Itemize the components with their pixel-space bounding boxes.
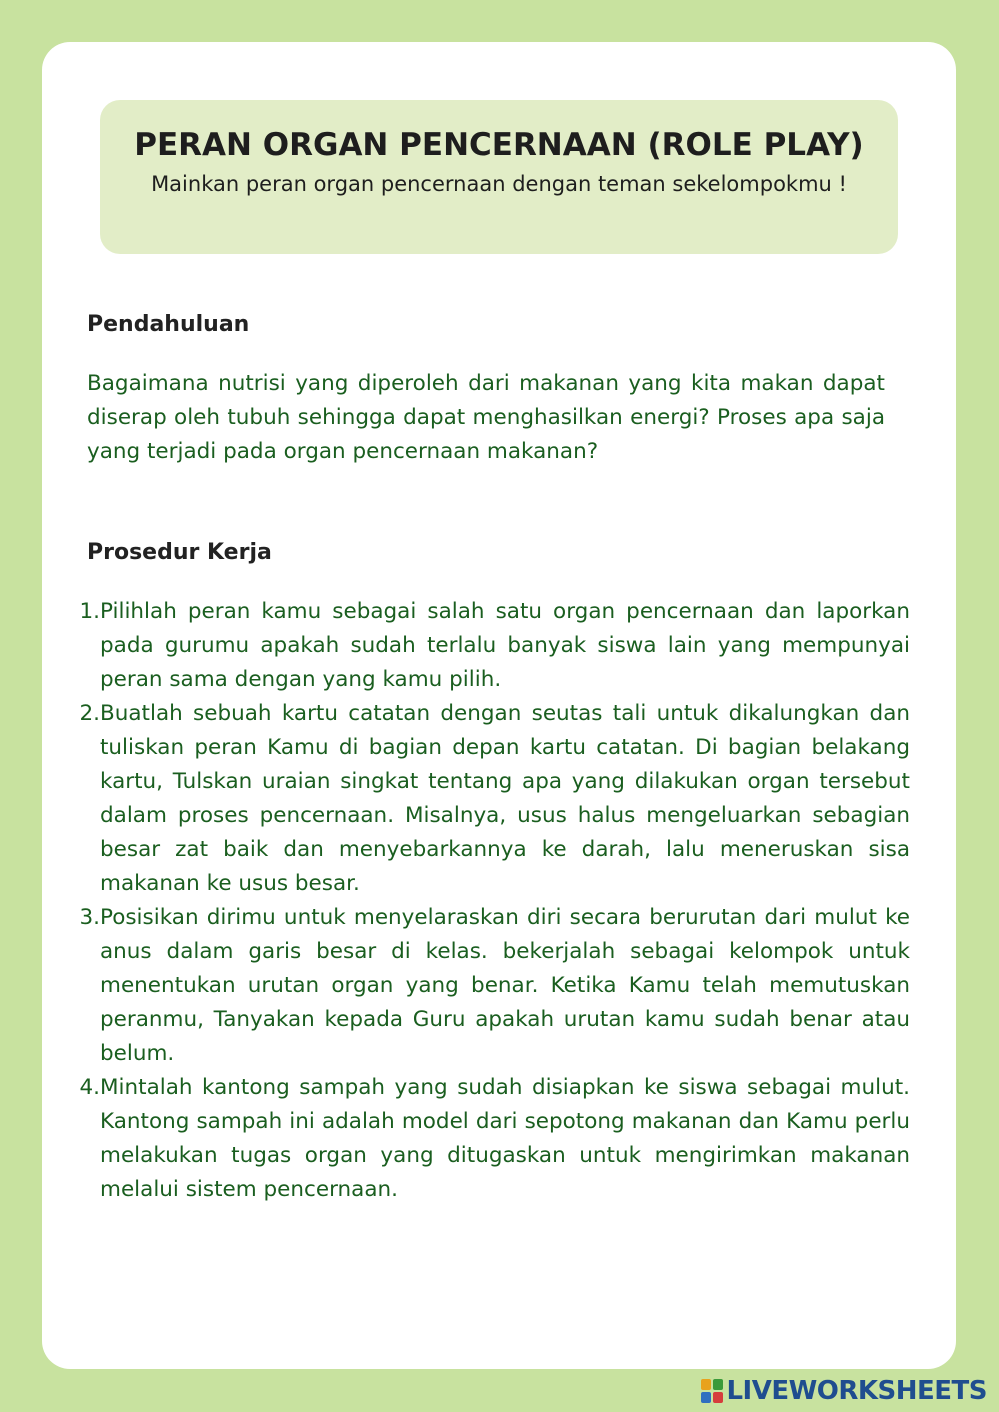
logo-square-i — [713, 1379, 723, 1390]
logo-square-e — [713, 1392, 723, 1403]
title-banner — [100, 100, 898, 254]
step-text: Posisikan dirimu untuk menyelaraskan diri secara berurutan dari mulut ke anus dalam garis besar di kelas. bekerjalah sebagai kelompok untuk menentukan urutan organ yang benar. Ketika Kamu telah memutuskan peranmu, Tanyakan kepada Guru apakah urutan kamu sudah benar atau belum. — [100, 905, 910, 1066]
step-number: 1. — [79, 599, 100, 624]
intro-heading: Pendahuluan — [87, 312, 250, 337]
procedure-heading: Prosedur Kerja — [87, 540, 272, 565]
procedure-step — [70, 595, 910, 697]
procedure-list — [70, 595, 910, 1207]
logo-text: LIVEWORKSHEETS — [726, 1376, 987, 1406]
page-subtitle: Mainkan peran organ pencernaan dengan teman sekelompokmu ! — [151, 172, 847, 196]
liveworksheets-logo-icon — [701, 1379, 723, 1403]
liveworksheets-logo[interactable] — [701, 1376, 987, 1406]
step-text: Buatlah sebuah kartu catatan dengan seutas tali untuk dikalungkan dan tuliskan peran Kamu di bagian depan kartu catatan. Di bagian belakang kartu, Tulskan uraian singkat tentang apa yang dilakukan organ tersebut dalam proses pencernaan. Misalnya, usus halus mengeluarkan sebagian besar zat baik dan menyebarkannya ke darah, lalu meneruskan sisa makanan ke usus besar. — [100, 701, 910, 896]
procedure-step — [70, 697, 910, 901]
worksheet-card — [42, 42, 956, 1369]
step-text: Pilihlah peran kamu sebagai salah satu organ pencernaan dan laporkan pada gurumu apakah sudah terlalu banyak siswa lain yang mempunyai peran sama dengan yang kamu pilih. — [100, 599, 910, 692]
logo-square-l — [701, 1379, 711, 1390]
procedure-step — [70, 901, 910, 1071]
intro-paragraph: Bagaimana nutrisi yang diperoleh dari makanan yang kita makan dapat diserap oleh tubuh sehingga dapat menghasilkan energi? Proses apa saja yang terjadi pada organ pencernaan makanan? — [87, 371, 885, 464]
step-number: 2. — [79, 701, 100, 726]
procedure-step — [70, 1071, 910, 1207]
logo-square-v — [701, 1392, 711, 1403]
page-title: PERAN ORGAN PENCERNAAN (ROLE PLAY) — [134, 127, 864, 163]
step-number: 3. — [79, 905, 100, 930]
step-number: 4. — [79, 1075, 100, 1100]
step-text: Mintalah kantong sampah yang sudah disiapkan ke siswa sebagai mulut. Kantong sampah ini adalah model dari sepotong makanan dan Kamu perlu melakukan tugas organ yang ditugaskan untuk mengirimkan makanan melalui sistem pencernaan. — [100, 1075, 910, 1202]
